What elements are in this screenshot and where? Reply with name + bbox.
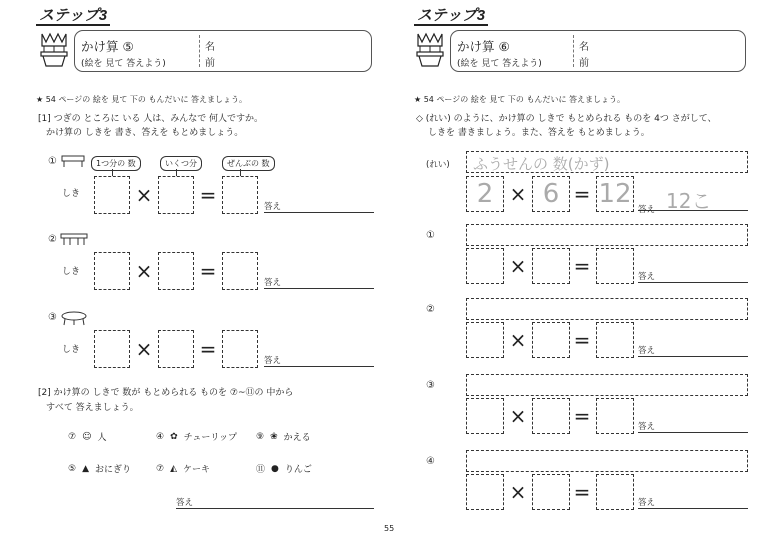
header-box-right (450, 30, 746, 72)
r-row-4-times: × (509, 480, 527, 504)
row-3-box-c[interactable] (222, 330, 258, 368)
row-2-box-a[interactable] (94, 252, 130, 290)
row-1-equals: = (199, 183, 217, 207)
rice-ball-icon: ▲ (82, 463, 89, 474)
r-row-4-item[interactable] (466, 450, 748, 472)
r-row-3-box-a[interactable] (466, 398, 504, 434)
header-box (74, 30, 372, 72)
instruction: ★ 54 ページの 絵を 見て 下の もんだいに 答えましょう。 (36, 95, 247, 104)
row-1-answer[interactable]: 答え (264, 200, 374, 213)
r-row-1-equals: = (573, 254, 591, 278)
r-row-2-box-a[interactable] (466, 322, 504, 358)
r-row-1-number: ① (426, 230, 435, 241)
r-row-1-box-b[interactable] (532, 248, 570, 284)
row-3-answer[interactable]: 答え (264, 354, 374, 367)
row-2-times: × (135, 259, 153, 283)
example-box-b: 6 (532, 176, 570, 212)
r-row-3-times: × (509, 404, 527, 428)
tulip-pot-icon (38, 32, 70, 68)
cake-icon: ◭ (170, 463, 177, 474)
tulip-icon: ✿ (170, 431, 178, 442)
question-1-line-2: かけ算の しきを 書き、答えを もとめましょう。 (46, 128, 244, 138)
r-row-2-box-c[interactable] (596, 322, 634, 358)
r-row-4-box-c[interactable] (596, 474, 634, 510)
r-row-3-item[interactable] (466, 374, 748, 396)
question-line-1: ◇ (れい) のように、かけ算の しきで もとめられる ものを 4つ さがして、 (416, 114, 717, 124)
label-group-count: いくつ分 (160, 156, 202, 171)
row-2-number: ② (48, 234, 57, 245)
label-per-group: 1つ分の 数 (91, 156, 141, 171)
r-row-2-number: ② (426, 304, 435, 315)
name-label-bottom: 前 (205, 58, 215, 69)
row-1-number: ① (48, 156, 57, 167)
row-1-times: × (135, 183, 153, 207)
row-1-box-b[interactable] (158, 176, 194, 214)
page-number: 55 (384, 524, 395, 533)
r-row-1-box-c[interactable] (596, 248, 634, 284)
worksheet-subtitle: (絵を 見て 答えよう) (81, 59, 166, 69)
example-box-c: 12 (596, 176, 634, 212)
r-row-1-answer[interactable]: 答え (638, 270, 748, 283)
frog-icon: ❀ (270, 431, 278, 442)
worksheet-subtitle-right: (絵を 見て 答えよう) (457, 59, 542, 69)
tulip-pot-icon-right (414, 32, 446, 68)
row-2-box-b[interactable] (158, 252, 194, 290)
option-c[interactable]: ⑨ ❀ かえる (256, 431, 311, 443)
r-row-2-equals: = (573, 328, 591, 352)
r-row-3-box-c[interactable] (596, 398, 634, 434)
r-row-1-times: × (509, 254, 527, 278)
r-row-3-box-b[interactable] (532, 398, 570, 434)
r-row-4-answer[interactable]: 答え (638, 496, 748, 509)
row-3-box-a[interactable] (94, 330, 130, 368)
example-item-text: ふうせんの 数(かず) (473, 155, 610, 173)
row-1-shiki: しき (62, 189, 81, 199)
option-f[interactable]: ⑪ ● りんご (256, 463, 312, 475)
name-label-top-right: 名 (579, 42, 589, 53)
example-answer: 答え 12こ (638, 197, 748, 211)
r-row-3-number: ③ (426, 380, 435, 391)
question-line-2: しきを 書きましょう。また、答えを もとめましょう。 (428, 128, 650, 138)
r-row-3-answer[interactable]: 答え (638, 420, 748, 433)
option-a[interactable]: ⑦ ☺ 人 (68, 431, 107, 443)
instruction-right: ★ 54 ページの 絵を 見て 下の もんだいに 答えましょう。 (414, 95, 625, 104)
option-e[interactable]: ⑦ ◭ ケーキ (156, 463, 211, 475)
step-badge-right: ステップ3 (414, 8, 488, 26)
example-label: (れい) (426, 160, 450, 170)
question-2-line-2: すべて 答えましょう。 (46, 403, 139, 413)
option-b[interactable]: ④ ✿ チューリップ (156, 431, 237, 443)
apple-icon: ● (271, 463, 279, 474)
r-row-3-equals: = (573, 404, 591, 428)
child-icon: ☺ (82, 431, 92, 442)
worksheet-title-right: かけ算 ⑥ (457, 39, 510, 54)
r-row-4-number: ④ (426, 456, 435, 467)
option-d[interactable]: ⑤ ▲ おにぎり (68, 463, 132, 475)
row-1-box-a[interactable] (94, 176, 130, 214)
r-row-1-box-a[interactable] (466, 248, 504, 284)
row-2-box-c[interactable] (222, 252, 258, 290)
question-2-answer[interactable]: 答え (176, 496, 374, 509)
step-badge: ステップ3 (36, 8, 110, 26)
example-box-a: 2 (466, 176, 504, 212)
r-row-4-box-a[interactable] (466, 474, 504, 510)
r-row-2-item[interactable] (466, 298, 748, 320)
row-3-number: ③ (48, 312, 57, 323)
row-3-shiki: しき (62, 345, 81, 355)
example-equals: = (573, 182, 591, 206)
name-label-bottom-right: 前 (579, 58, 589, 69)
r-row-1-item[interactable] (466, 224, 748, 246)
example-item-row (466, 151, 748, 173)
worksheet-title: かけ算 ⑤ (81, 39, 134, 54)
row-3-times: × (135, 337, 153, 361)
example-times: × (509, 182, 527, 206)
question-1-line-1: [1] つぎの ところに いる 人は、みんなで 何人ですか。 (38, 114, 264, 124)
row-3-box-b[interactable] (158, 330, 194, 368)
row-2-answer[interactable]: 答え (264, 276, 374, 289)
name-label-top: 名 (205, 42, 215, 53)
row-1-box-c[interactable] (222, 176, 258, 214)
row-2-shiki: しき (62, 267, 81, 277)
r-row-4-box-b[interactable] (532, 474, 570, 510)
r-row-2-times: × (509, 328, 527, 352)
r-row-2-box-b[interactable] (532, 322, 570, 358)
trampoline-icon (60, 310, 88, 326)
r-row-4-equals: = (573, 480, 591, 504)
bench-icon (60, 154, 86, 168)
row-2-equals: = (199, 259, 217, 283)
row-3-equals: = (199, 337, 217, 361)
question-2-line-1: [2] かけ算の しきで 数が もとめられる ものを ⑦~⑪の 中から (38, 388, 294, 398)
label-total: ぜんぶの 数 (222, 156, 275, 171)
r-row-2-answer[interactable]: 答え (638, 344, 748, 357)
table-icon (60, 232, 88, 246)
